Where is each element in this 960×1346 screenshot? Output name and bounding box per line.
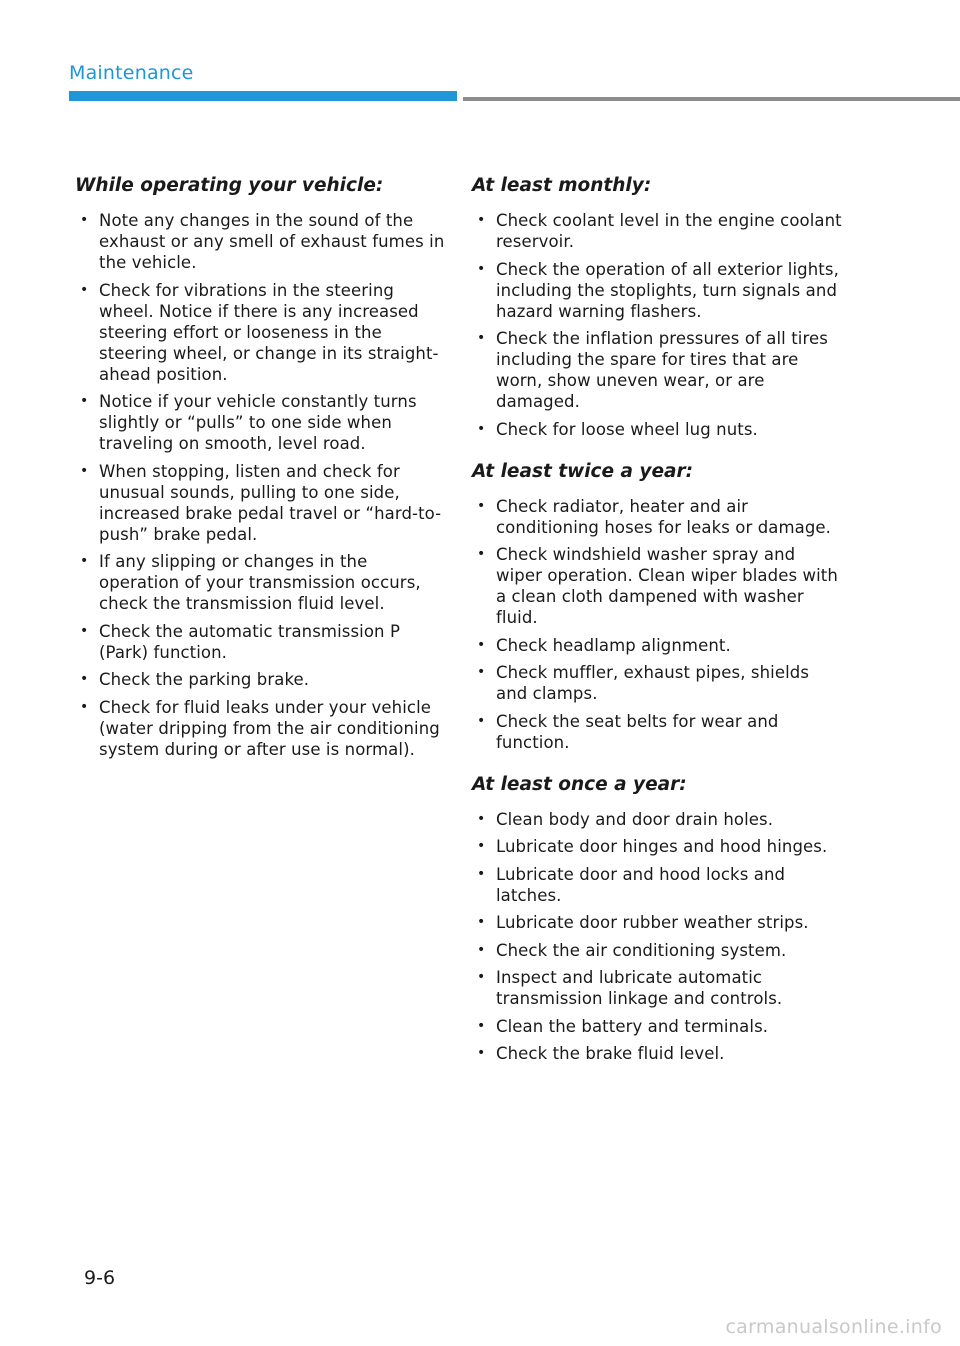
list-item-text: Check coolant level in the engine coolant reservoir.: [496, 211, 842, 251]
list-item: [472, 496, 842, 538]
list-item-text: Check the brake fluid level.: [496, 1044, 725, 1063]
section-heading: At least once a year:: [472, 773, 687, 795]
list-item: [75, 621, 445, 663]
bullet-icon: •: [80, 622, 89, 639]
bullet-icon: •: [477, 914, 486, 930]
section-heading: At least twice a year:: [472, 460, 694, 482]
list-item: [472, 1016, 842, 1037]
bullet-icon: •: [477, 212, 486, 228]
list-item: [472, 259, 842, 322]
list-item: [472, 940, 842, 961]
list-item: [75, 697, 445, 760]
list-item-text: Clean body and door drain holes.: [496, 809, 774, 829]
list-item-text: Check headlamp alignment.: [496, 635, 731, 655]
header-accent-bar: [69, 91, 457, 101]
bullet-icon: •: [80, 281, 89, 298]
list-item-text: Check for vibrations in the steering wheel. Notice if there is any increased steering effort or looseness in the steering wheel, or change in its straight-ahead position.: [99, 280, 439, 384]
list-item-text: Lubricate door rubber weather strips.: [496, 913, 809, 932]
list-item: [472, 1043, 842, 1064]
list-item-text: Lubricate door and hood locks and latches.: [496, 864, 786, 905]
bullet-icon: •: [477, 664, 486, 680]
list-item: [75, 669, 445, 690]
bullet-icon: •: [80, 698, 89, 715]
right-column: [472, 172, 842, 1082]
list-item-text: Clean the battery and terminals.: [496, 1016, 769, 1036]
bullet-icon: •: [80, 553, 89, 569]
list-item-text: Check the air conditioning system.: [496, 940, 787, 960]
list-item-text: Check the inflation pressures of all tires including the spare for tires that are worn, show uneven wear, or are damaged.: [496, 329, 828, 411]
checklist: [75, 210, 445, 760]
list-item-text: Check muffler, exhaust pipes, shields and clamps.: [496, 663, 810, 703]
checklist-section: [472, 771, 842, 1065]
list-item: [75, 280, 445, 385]
list-item-text: Check the seat belts for wear and function.: [496, 711, 779, 752]
bullet-icon: •: [80, 462, 89, 479]
bullet-icon: •: [477, 497, 486, 514]
checklist-section: [472, 458, 842, 753]
bullet-icon: •: [80, 212, 89, 228]
list-item-text: Check the automatic transmission P (Park) function.: [99, 621, 401, 662]
checklist: [472, 210, 842, 440]
checklist: [472, 496, 842, 753]
bullet-icon: •: [477, 712, 486, 729]
list-item-text: Inspect and lubricate automatic transmission linkage and controls.: [496, 968, 783, 1008]
list-item: [472, 419, 842, 440]
list-item: [472, 809, 842, 830]
list-item-text: Note any changes in the sound of the exhaust or any smell of exhaust fumes in the vehicle.: [99, 211, 445, 272]
bullet-icon: •: [477, 546, 486, 562]
bullet-icon: •: [80, 393, 89, 409]
list-item: [472, 328, 842, 412]
list-item-text: Notice if your vehicle constantly turns slightly or “pulls” to one side when traveling on smooth, level road.: [99, 392, 417, 453]
list-item: [472, 912, 842, 933]
section-heading: While operating your vehicle:: [75, 175, 384, 196]
bullet-icon: •: [477, 330, 486, 346]
section-heading: At least monthly:: [472, 175, 652, 196]
list-item: [75, 461, 445, 545]
list-item-text: Check for fluid leaks under your vehicle (water dripping from the air conditioning system during or after use is normal).: [99, 697, 440, 759]
bullet-icon: •: [477, 838, 486, 854]
bullet-icon: •: [477, 1045, 486, 1061]
list-item-text: Check the operation of all exterior lights, including the stoplights, turn signals and hazard warning flashers.: [496, 259, 839, 321]
bullet-icon: •: [477, 810, 486, 827]
list-item-text: Check for loose wheel lug nuts.: [496, 419, 758, 439]
bullet-icon: •: [477, 865, 486, 882]
list-item: [75, 210, 445, 273]
list-item: [472, 711, 842, 753]
section-title: Maintenance: [69, 62, 194, 84]
bullet-icon: •: [477, 941, 486, 958]
list-item: [472, 836, 842, 857]
bullet-icon: •: [477, 260, 486, 277]
bullet-icon: •: [477, 969, 486, 985]
list-item-text: Lubricate door hinges and hood hinges.: [496, 837, 828, 856]
checklist-section: [472, 172, 842, 440]
left-column: [75, 172, 445, 778]
list-item: [472, 210, 842, 252]
list-item: [472, 864, 842, 906]
list-item: [472, 662, 842, 704]
list-item-text: If any slipping or changes in the operation of your transmission occurs, check the transmission fluid level.: [99, 552, 421, 613]
bullet-icon: •: [477, 420, 486, 437]
watermark-text: carmanualsonline.info: [725, 1316, 942, 1338]
checklist: [472, 809, 842, 1065]
bullet-icon: •: [80, 671, 89, 687]
page-number: 9-6: [84, 1267, 116, 1289]
list-item: [472, 967, 842, 1009]
list-item-text: When stopping, listen and check for unusual sounds, pulling to one side, increased brake pedal travel or “hard-to-push” brake pedal.: [99, 461, 442, 544]
list-item: [472, 635, 842, 656]
list-item: [75, 551, 445, 614]
list-item-text: Check the parking brake.: [99, 670, 310, 689]
list-item: [472, 544, 842, 628]
list-item-text: Check radiator, heater and air conditioning hoses for leaks or damage.: [496, 496, 832, 537]
header-rule: [463, 97, 960, 101]
bullet-icon: •: [477, 636, 486, 653]
list-item-text: Check windshield washer spray and wiper operation. Clean wiper blades with a clean cloth dampened with washer fluid.: [496, 545, 838, 627]
checklist-section: [75, 172, 445, 760]
list-item: [75, 391, 445, 454]
bullet-icon: •: [477, 1017, 486, 1034]
